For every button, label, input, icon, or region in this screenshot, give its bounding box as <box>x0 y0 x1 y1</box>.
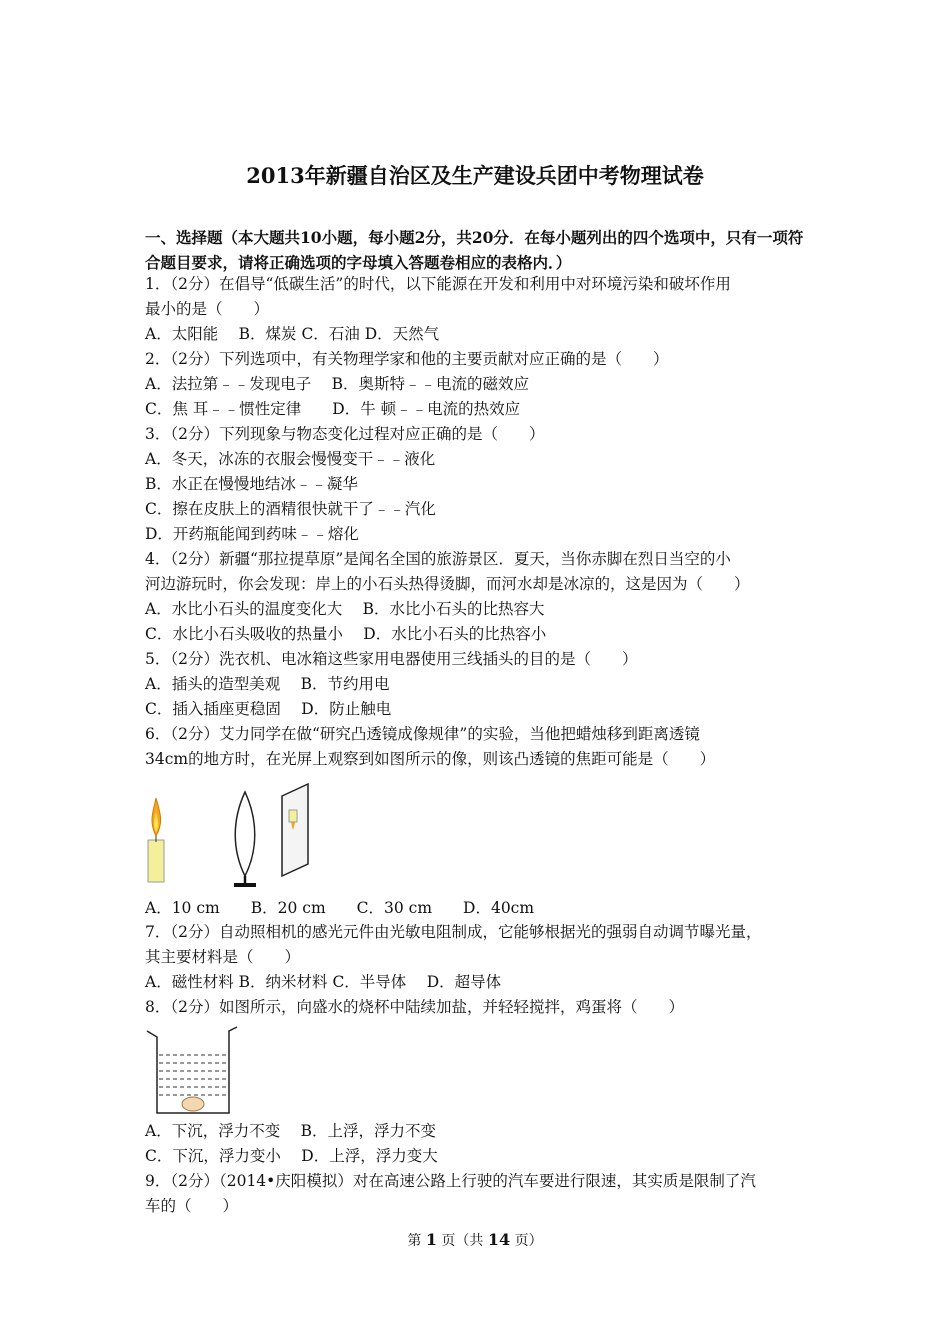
text-line: A．磁性材料 B．纳米材料 C．半导体 D．超导体 <box>145 973 502 991</box>
text-line: A．法拉第﹣﹣发现电子 B．奥斯特﹣﹣电流的磁效应 <box>145 375 530 393</box>
text-line: A．太阳能 B．煤炭 C．石油 D．天然气 <box>145 325 440 343</box>
section-heading: 一、选择题（本大题共10小题，每小题2分，共20分．在每小题列出的四个选项中，只有一项符合题目要求，请将正确选项的字母填入答题卷相应的表格内．） <box>145 228 804 272</box>
text-line: A．冬天，冰冻的衣服会慢慢变干﹣﹣液化 <box>145 450 436 468</box>
text-line: B．水正在慢慢地结冰﹣﹣凝华 <box>145 475 358 493</box>
text-line: D．开药瓶能闻到药味﹣﹣熔化 <box>145 525 359 543</box>
text-line: 6．（2分）艾力同学在做“研究凸透镜成像规律”的实验，当他把蜡烛移到距离透镜 <box>145 725 700 743</box>
text-line: 5．（2分）洗衣机、电冰箱这些家用电器使用三线插头的目的是（ ） <box>145 650 638 668</box>
egg-icon <box>182 1097 204 1111</box>
text-line: 34cm的地方时，在光屏上观察到如图所示的像，则该凸透镜的焦距可能是（ ） <box>145 750 716 768</box>
text-line: 其主要材料是（ ） <box>145 948 301 966</box>
text-line: A．插头的造型美观 B．节约用电 <box>145 675 390 693</box>
candle-icon <box>148 798 164 882</box>
text-line: A．下沉，浮力不变 B．上浮，浮力不变 <box>145 1122 437 1140</box>
text-line: 河边游玩时，你会发现：岸上的小石头热得烫脚，而河水却是冰凉的，这是因为（ ） <box>145 575 750 593</box>
text-line: C．下沉，浮力变小 D．上浮，浮力变大 <box>145 1147 438 1165</box>
text-line: 8．（2分）如图所示，向盛水的烧杯中陆续加盐，并轻轻搅拌，鸡蛋将（ ） <box>145 998 684 1016</box>
q8-figure <box>145 1025 240 1117</box>
text-line: 2．（2分）下列选项中，有关物理学家和他的主要贡献对应正确的是（ ） <box>145 350 669 368</box>
lens-icon <box>234 792 256 887</box>
q6-options: A．10 cm B．20 cm C．30 cm D．40cm <box>145 899 535 917</box>
text-line: 车的（ ） <box>145 1197 239 1215</box>
page-title: 2013年新疆自治区及生产建设兵团中考物理试卷 <box>246 163 704 188</box>
text-line: 4．（2分）新疆“那拉提草原”是闻名全国的旅游景区．夏天，当你赤脚在烈日当空的小 <box>145 550 731 568</box>
page-footer: 第 1 页（共 14 页） <box>407 1230 543 1249</box>
q6-figure <box>140 780 320 890</box>
text-line: 9．（2分）（2014•庆阳模拟）对在高速公路上行驶的汽车要进行限速，其实质是限制了汽 <box>145 1172 756 1190</box>
text-line: C．焦 耳﹣﹣惯性定律 D．牛 顿﹣﹣电流的热效应 <box>145 400 521 418</box>
text-line: 1．（2分）在倡导“低碳生活”的时代，以下能源在开发和利用中对环境污染和破坏作用 <box>145 275 731 293</box>
text-line: 7．（2分）自动照相机的感光元件由光敏电阻制成，它能够根据光的强弱自动调节曝光量， <box>145 923 762 941</box>
text-line: C．插入插座更稳固 D．防止触电 <box>145 700 392 718</box>
text-line: A．水比小石头的温度变化大 B．水比小石头的比热容大 <box>145 600 545 618</box>
text-line: 3．（2分）下列现象与物态变化过程对应正确的是（ ） <box>145 425 545 443</box>
text-line: C．擦在皮肤上的酒精很快就干了﹣﹣汽化 <box>145 500 436 518</box>
text-line: 最小的是（ ） <box>145 300 270 318</box>
text-line: C．水比小石头吸收的热量小 D．水比小石头的比热容小 <box>145 625 547 643</box>
screen-icon <box>282 784 308 876</box>
